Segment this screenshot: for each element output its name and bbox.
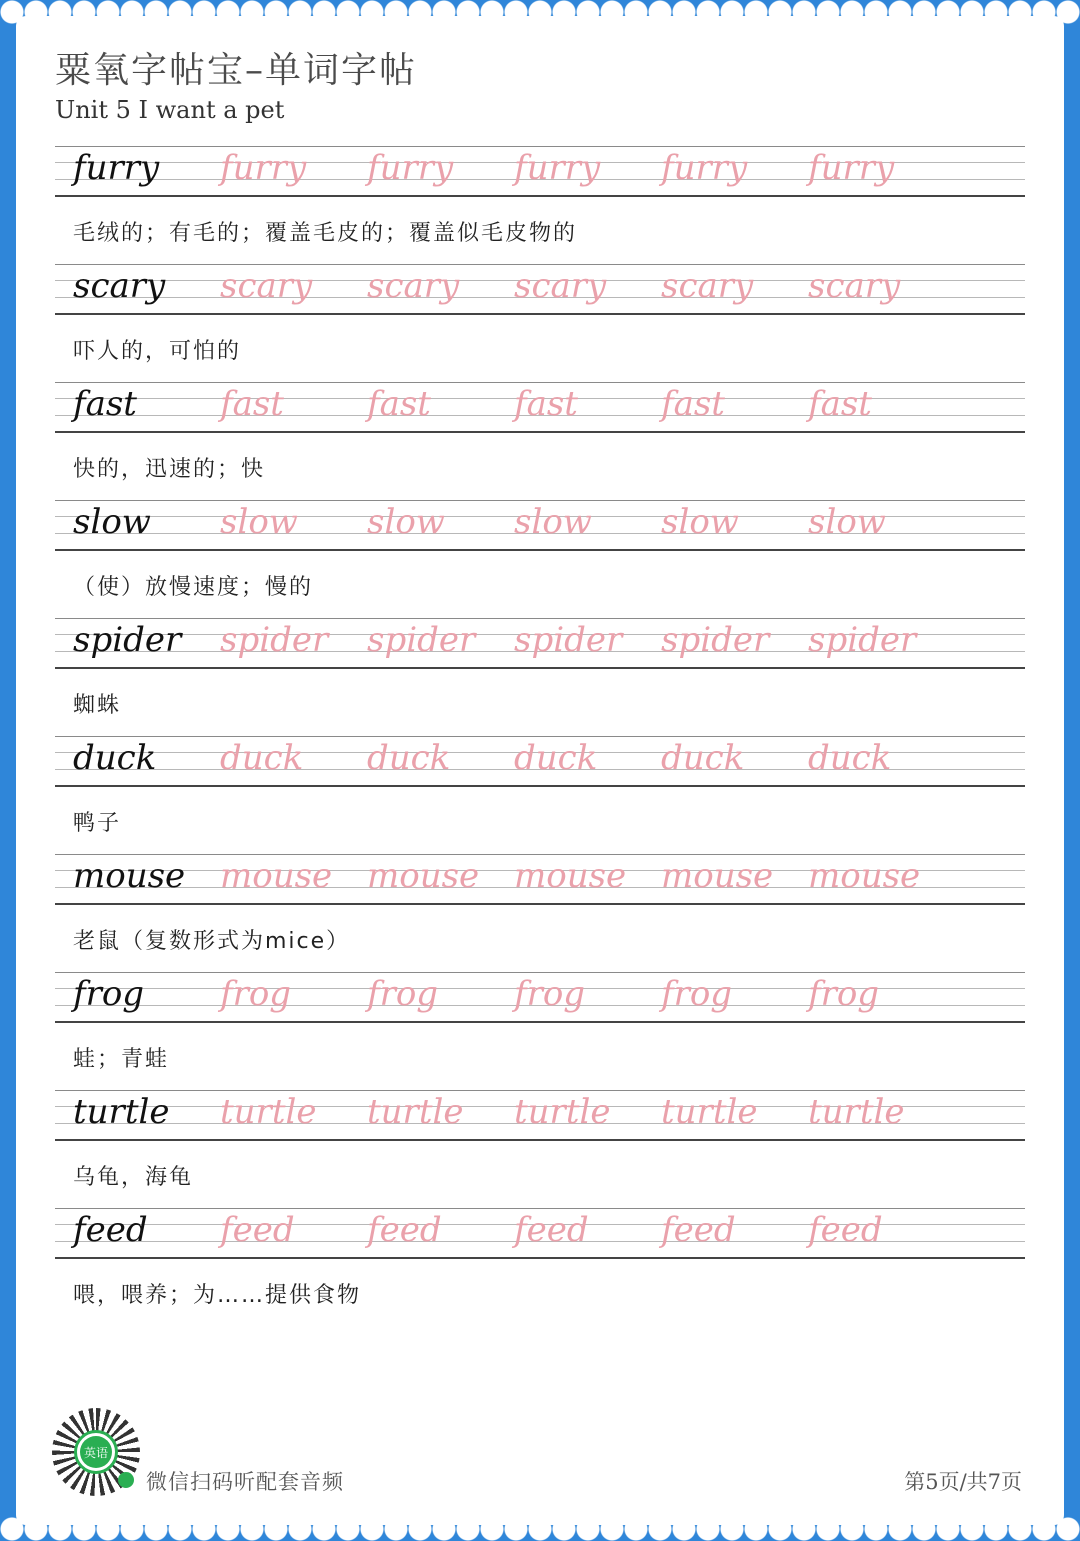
writing-lines bbox=[55, 1090, 1025, 1140]
qr-center bbox=[74, 1430, 118, 1474]
word-meaning: 乌龟，海龟 bbox=[73, 1165, 194, 1190]
trace-word: fast bbox=[514, 384, 578, 424]
word-entry bbox=[55, 1208, 1025, 1309]
word-meaning: 快的，迅速的；快 bbox=[73, 457, 266, 482]
wechat-icon bbox=[118, 1472, 134, 1488]
trace-word: furry bbox=[808, 148, 895, 188]
vocab-word: furry bbox=[73, 148, 160, 188]
word-entry bbox=[55, 382, 1025, 483]
word-meaning: 蜘蛛 bbox=[73, 693, 122, 718]
trace-word: mouse bbox=[367, 856, 480, 896]
vocab-word: frog bbox=[73, 974, 145, 1014]
vocab-word: spider bbox=[73, 620, 182, 660]
trace-word: fast bbox=[661, 384, 725, 424]
word-entry bbox=[55, 972, 1025, 1073]
qr-section[interactable] bbox=[52, 1408, 392, 1498]
trace-word: mouse bbox=[220, 856, 333, 896]
trace-word: mouse bbox=[808, 856, 921, 896]
trace-word: slow bbox=[808, 502, 886, 542]
writing-lines bbox=[55, 146, 1025, 196]
trace-word: frog bbox=[367, 974, 439, 1014]
vocab-word: scary bbox=[73, 266, 166, 306]
trace-word: furry bbox=[220, 148, 307, 188]
trace-word: spider bbox=[661, 620, 770, 660]
vocab-word: feed bbox=[73, 1210, 148, 1250]
trace-word: slow bbox=[661, 502, 739, 542]
writing-lines bbox=[55, 618, 1025, 668]
trace-word: turtle bbox=[220, 1092, 317, 1132]
trace-word: spider bbox=[514, 620, 623, 660]
scan-instruction: 微信扫码听配套音频 bbox=[146, 1470, 344, 1494]
page-title: 粟氧字帖宝–单词字帖 bbox=[55, 50, 418, 91]
trace-word: spider bbox=[808, 620, 917, 660]
word-entry bbox=[55, 264, 1025, 365]
trace-word: scary bbox=[220, 266, 313, 306]
vocab-word: duck bbox=[73, 738, 157, 778]
word-meaning: 毛绒的；有毛的；覆盖毛皮的；覆盖似毛皮物的 bbox=[73, 221, 578, 246]
trace-word: frog bbox=[220, 974, 292, 1014]
trace-word: spider bbox=[367, 620, 476, 660]
trace-word: feed bbox=[808, 1210, 883, 1250]
trace-word: feed bbox=[367, 1210, 442, 1250]
trace-word: fast bbox=[808, 384, 872, 424]
trace-word: slow bbox=[514, 502, 592, 542]
word-meaning: 鸭子 bbox=[73, 811, 122, 836]
trace-word: furry bbox=[367, 148, 454, 188]
trace-word: fast bbox=[220, 384, 284, 424]
english-badge: 英语 bbox=[80, 1436, 112, 1468]
trace-word: furry bbox=[661, 148, 748, 188]
trace-word: turtle bbox=[514, 1092, 611, 1132]
writing-lines bbox=[55, 500, 1025, 550]
trace-word: feed bbox=[220, 1210, 295, 1250]
word-entry bbox=[55, 854, 1025, 955]
trace-word: duck bbox=[220, 738, 304, 778]
trace-word: mouse bbox=[661, 856, 774, 896]
word-meaning: 喂，喂养；为……提供食物 bbox=[73, 1283, 362, 1308]
writing-lines bbox=[55, 1208, 1025, 1258]
trace-word: turtle bbox=[367, 1092, 464, 1132]
page-indicator: 第5页/共7页 bbox=[904, 1470, 1022, 1494]
vocab-word: mouse bbox=[73, 856, 186, 896]
trace-word: duck bbox=[661, 738, 745, 778]
writing-lines bbox=[55, 736, 1025, 786]
word-meaning: 吓人的，可怕的 bbox=[73, 339, 242, 364]
word-entry bbox=[55, 146, 1025, 247]
unit-subtitle: Unit 5 I want a pet bbox=[55, 96, 285, 124]
writing-lines bbox=[55, 854, 1025, 904]
trace-word: spider bbox=[220, 620, 329, 660]
trace-word: feed bbox=[514, 1210, 589, 1250]
word-entry bbox=[55, 736, 1025, 837]
trace-word: duck bbox=[367, 738, 451, 778]
word-entry bbox=[55, 618, 1025, 719]
writing-lines bbox=[55, 264, 1025, 314]
trace-word: frog bbox=[808, 974, 880, 1014]
trace-word: fast bbox=[367, 384, 431, 424]
word-meaning: 蛙；青蛙 bbox=[73, 1047, 170, 1072]
trace-word: scary bbox=[367, 266, 460, 306]
word-meaning: （使）放慢速度；慢的 bbox=[73, 575, 314, 600]
writing-lines bbox=[55, 972, 1025, 1022]
vocab-word: fast bbox=[73, 384, 137, 424]
trace-word: scary bbox=[514, 266, 607, 306]
trace-word: turtle bbox=[661, 1092, 758, 1132]
trace-word: frog bbox=[514, 974, 586, 1014]
word-entry bbox=[55, 1090, 1025, 1191]
trace-word: frog bbox=[661, 974, 733, 1014]
trace-word: turtle bbox=[808, 1092, 905, 1132]
trace-word: duck bbox=[514, 738, 598, 778]
writing-lines bbox=[55, 382, 1025, 432]
word-entry bbox=[55, 500, 1025, 601]
trace-word: scary bbox=[808, 266, 901, 306]
trace-word: furry bbox=[514, 148, 601, 188]
trace-word: duck bbox=[808, 738, 892, 778]
word-meaning: 老鼠（复数形式为mice） bbox=[73, 929, 351, 954]
trace-word: scary bbox=[661, 266, 754, 306]
trace-word: feed bbox=[661, 1210, 736, 1250]
vocab-word: turtle bbox=[73, 1092, 170, 1132]
trace-word: slow bbox=[367, 502, 445, 542]
trace-word: slow bbox=[220, 502, 298, 542]
vocab-word: slow bbox=[73, 502, 151, 542]
trace-word: mouse bbox=[514, 856, 627, 896]
